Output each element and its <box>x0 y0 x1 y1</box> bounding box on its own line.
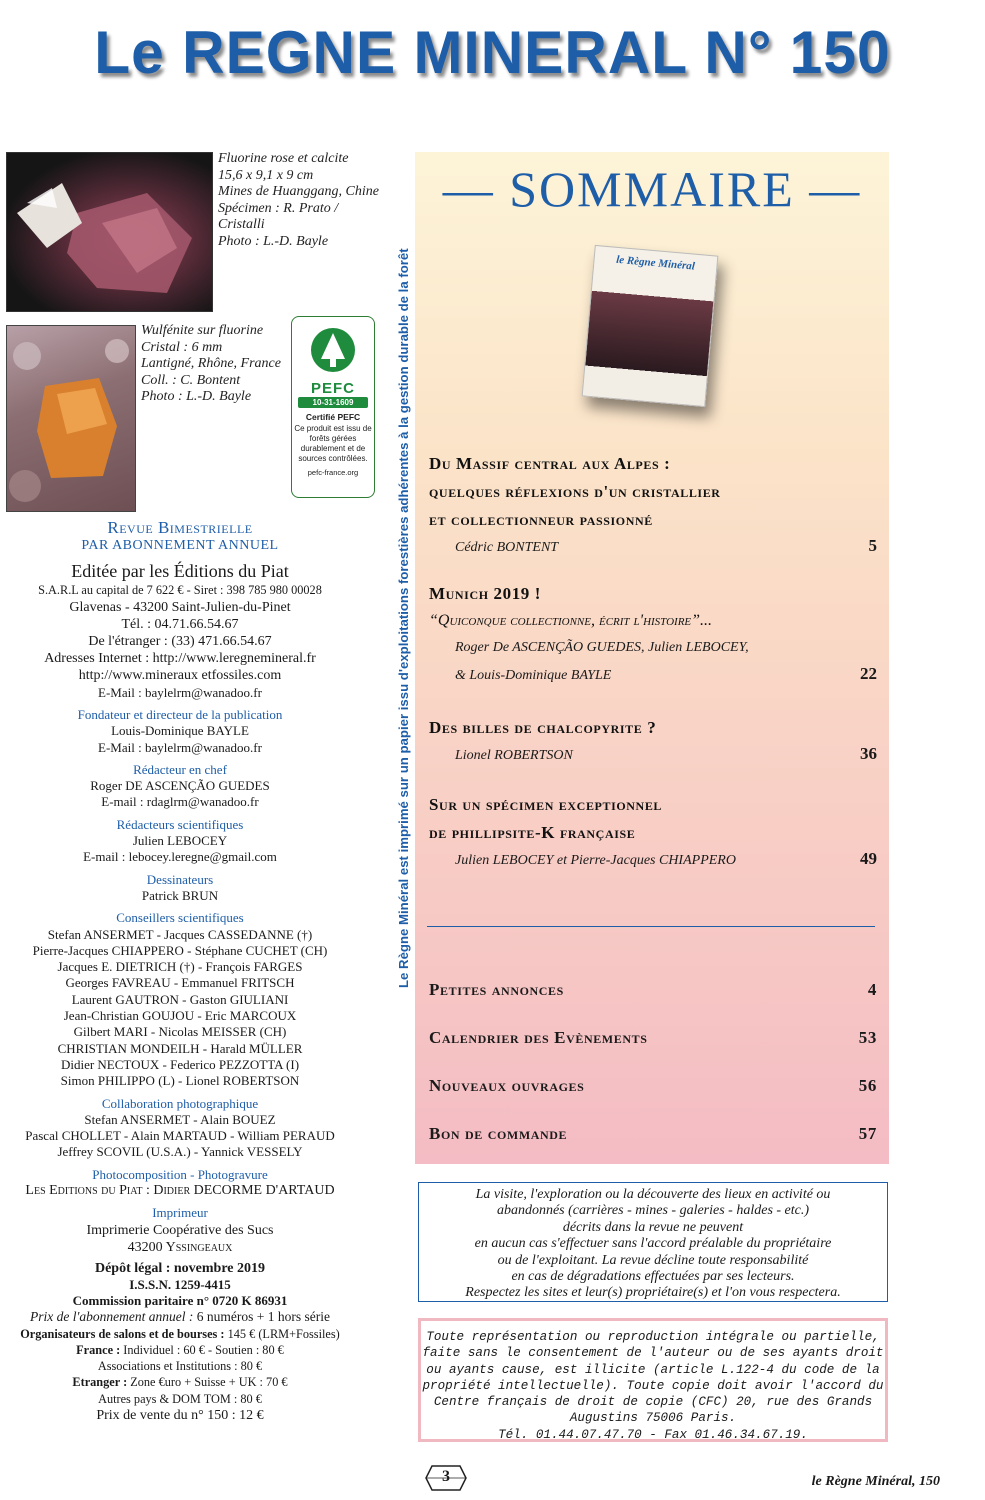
section-line: Roger DE ASCENÇÃO GUEDES <box>90 778 270 794</box>
toc-author-row <box>429 534 877 562</box>
section-line: Jeffrey SCOVIL (U.S.A.) - Yannick VESSELY <box>57 1144 303 1160</box>
section-title: Photocomposition - Photogravure <box>92 1166 268 1182</box>
credit-section <box>0 1205 360 1255</box>
vertical-paper-note-text: Le Règne Minéral est imprimé sur un papier issu d'exploitations forestières adhérentes à la gestion durable de la forêt <box>396 248 411 988</box>
section-line: Imprimerie Coopérative des Sucs <box>86 1222 274 1238</box>
revue-line1: Revue Bimestrielle <box>107 518 253 537</box>
toc-author-row <box>429 662 877 690</box>
credit-section <box>0 1167 360 1200</box>
caption-line: Mines de Huanggang, Chine <box>218 184 379 199</box>
credit-section <box>0 707 360 756</box>
notice-line: Centre français de droit de copie (CFC) 20, rue des Grands <box>433 1395 873 1410</box>
section-line: Stefan ANSERMET - Alain BOUEZ <box>84 1111 276 1127</box>
notice-line: décrits dans la revue ne peuvent <box>562 1219 744 1235</box>
section-line: Gilbert MARI - Nicolas MEISSER (CH) <box>73 1024 287 1040</box>
toc-subtitle: “Quiconque collectionne, écrit l'histoire”... <box>429 612 713 629</box>
pefc-tree-icon <box>303 325 363 375</box>
toc-heading: et collectionneur passionné <box>429 510 653 529</box>
toc-author-row <box>429 847 877 875</box>
publisher-line: Tél. : 04.71.66.54.67 <box>121 617 239 632</box>
toc-heading: Sur un spécimen exceptionnel <box>429 795 663 814</box>
pefc-badge <box>291 316 375 498</box>
section-line: Simon PHILIPPO (L) - Lionel ROBERTSON <box>60 1073 300 1089</box>
toc-misc-row <box>429 1076 877 1124</box>
price-value: 145 € (LRM+Fossiles) <box>224 1326 340 1341</box>
toc-author: Lionel ROBERTSON <box>455 748 573 763</box>
masthead-title: Le REGNE MINERAL N° 150 <box>94 19 891 86</box>
issn: I.S.S.N. 1259-4415 <box>129 1276 231 1292</box>
price-label: Prix de l'abonnement annuel : <box>30 1309 194 1325</box>
toc-divider <box>427 926 875 927</box>
toc-misc <box>429 980 877 1172</box>
notice-line: Respectez les sites et leur(s) propriétaire(s) et l'on vous respectera. <box>465 1285 841 1301</box>
section-line: Les Editions du Piat : Didier DECORME D'ARTAUD <box>25 1183 335 1199</box>
price-vente: Prix de vente du n° 150 : 12 € <box>96 1407 264 1423</box>
section-title: Dessinateurs <box>146 871 214 887</box>
section-line: E-mail : lebocey.leregne@gmail.com <box>83 849 277 865</box>
notice-line: propriété intellectuelle). Toute copie doit avoir l'accord du <box>422 1378 884 1393</box>
section-title: Rédacteur en chef <box>133 761 227 777</box>
section-line: Didier NECTOUX - Federico PEZZOTTA (I) <box>60 1056 300 1072</box>
photo1-caption <box>218 151 379 250</box>
notice-line: ou de l'exploitant. La revue décline toute responsabilité <box>497 1252 809 1268</box>
copyright-notice <box>418 1318 888 1442</box>
caption-line: Wulfénite sur fluorine <box>141 323 264 338</box>
toc-author: & Louis-Dominique BAYLE <box>455 668 612 683</box>
publisher-lines <box>0 582 360 701</box>
publisher-line: Glavenas - 43200 Saint-Julien-du-Pinet <box>69 600 291 615</box>
section-line: E-mail : rdaglrm@wanadoo.fr <box>101 794 259 810</box>
toc-article <box>429 580 877 690</box>
caption-line: Cristalli <box>218 217 265 232</box>
section-line: 43200 Yssingeaux <box>127 1239 233 1255</box>
credit-section <box>0 910 360 1089</box>
section-line: Patrick BRUN <box>141 887 219 903</box>
notice-line: faite sans le consentement de l'auteur ou de ses ayants droit <box>422 1346 884 1361</box>
toc-misc-page: 56 <box>858 1076 877 1095</box>
toc-author: Cédric BONTENT <box>455 540 559 555</box>
pefc-code: 10-31-1609 <box>298 397 368 408</box>
price-france <box>0 1342 360 1358</box>
toc-misc-label: Nouveaux ouvrages <box>429 1076 585 1095</box>
price-etranger <box>0 1374 360 1390</box>
section-line: Louis-Dominique BAYLE <box>111 723 249 739</box>
sommaire-title: — SOMMAIRE — <box>442 161 862 217</box>
price-abonnement <box>0 1309 360 1325</box>
toc-heading: Des billes de chalcopyrite ? <box>429 718 657 737</box>
publisher-name: Editée par les Éditions du Piat <box>71 561 289 581</box>
pefc-site: pefc-france.org <box>307 468 359 477</box>
toc-page: 49 <box>860 849 877 868</box>
notice-line: La visite, l'exploration ou la découverte des lieux en activité ou <box>475 1187 831 1202</box>
publisher-line: S.A.R.L au capital de 7 622 € - Siret : 398 785 980 00028 <box>38 583 322 597</box>
credits-column <box>0 518 360 1424</box>
toc-page: 22 <box>860 664 877 683</box>
toc-misc-label: Petites annonces <box>429 980 564 999</box>
toc-misc-page: 57 <box>858 1124 877 1143</box>
section-title: Imprimeur <box>152 1205 208 1221</box>
caption-line: Photo : L.-D. Bayle <box>218 233 329 249</box>
fluorite-crystal-image <box>7 153 212 311</box>
page-number-badge <box>424 1462 468 1494</box>
caption-line: Cristal : 6 mm <box>141 339 223 355</box>
price-organisateurs <box>0 1326 360 1342</box>
price-value: 6 numéros + 1 hors série <box>193 1309 330 1325</box>
section-title: Collaboration photographique <box>101 1095 259 1111</box>
notice-line: en aucun cas s'effectuer sans l'accord préalable du propriétaire <box>474 1236 832 1252</box>
notice-line: en cas de dégradations effectuées par ses lecteurs. <box>511 1269 795 1285</box>
toc-heading: Du Massif central aux Alpes : <box>429 454 671 473</box>
toc-article <box>429 714 877 770</box>
section-line: E-Mail : baylelrm@wanadoo.fr <box>98 739 262 755</box>
credit-section <box>0 762 360 811</box>
toc-misc-label: Calendrier des Evènements <box>429 1028 648 1047</box>
toc-author-row <box>429 742 877 770</box>
section-line: Laurent GAUTRON - Gaston GIULIANI <box>71 991 289 1007</box>
publisher-line: E-Mail : baylelrm@wanadoo.fr <box>98 685 262 700</box>
toc-misc-page: 53 <box>858 1028 877 1047</box>
revue-line2: PAR ABONNEMENT ANNUEL <box>81 538 279 553</box>
section-line: Georges FAVREAU - Emmanuel FRITSCH <box>65 975 295 991</box>
publisher-line: http://www.mineraux etfossiles.com <box>78 668 282 683</box>
toc-misc-page: 4 <box>867 980 877 999</box>
section-line: Julien LEBOCEY <box>132 833 228 849</box>
toc-author: Roger De ASCENÇÃO GUEDES, Julien LEBOCEY, <box>455 640 749 655</box>
credit-section <box>0 817 360 866</box>
toc-article <box>429 450 877 562</box>
publisher-line: Adresses Internet : http://www.leregnemineral.fr <box>44 651 316 666</box>
toc-article <box>429 791 877 875</box>
section-title: Conseillers scientifiques <box>116 910 244 926</box>
caption-line: Coll. : C. Bontent <box>141 372 241 388</box>
section-line: CHRISTIAN MONDEILH - Harald MÜLLER <box>57 1040 303 1056</box>
caption-line: Lantigné, Rhône, France <box>141 356 281 371</box>
toc-heading: Munich 2019 ! <box>429 584 542 603</box>
running-title: le Règne Minéral, 150 <box>811 1474 940 1489</box>
toc-misc-row <box>429 1028 877 1076</box>
notice-line: Augustins 75006 Paris. <box>569 1411 737 1426</box>
toc-heading: quelques réflexions d'un cristallier <box>429 482 721 501</box>
section-line: Pierre-Jacques CHIAPPERO - Stéphane CUCHET (CH) <box>32 942 328 958</box>
section-line: Stefan ANSERMET - Jacques CASSEDANNE (†) <box>47 926 313 942</box>
cover-title: le Règne Minéral <box>615 253 696 273</box>
section-title: Rédacteurs scientifiques <box>116 816 244 832</box>
toc-misc-row <box>429 1124 877 1172</box>
page-number: 3 <box>442 1468 450 1485</box>
wulfenite-photo <box>6 325 136 512</box>
toc-misc-row <box>429 980 877 1028</box>
publisher-line: De l'étranger : (33) 471.66.54.67 <box>88 634 272 649</box>
toc-author: Julien LEBOCEY et Pierre-Jacques CHIAPPERO <box>455 853 736 868</box>
price-value: Zone €uro + Suisse + UK : 70 € <box>127 1375 288 1390</box>
price-associations: Associations et Institutions : 80 € <box>97 1359 263 1374</box>
caption-line: 15,6 x 9,1 x 9 cm <box>218 167 314 183</box>
section-line: Jean-Christian GOUJOU - Eric MARCOUX <box>63 1008 297 1024</box>
credit-section <box>0 872 360 905</box>
price-label: France : <box>76 1342 121 1357</box>
notice-line: abandonnés (carrières - mines - galeries - haldes - etc.) <box>496 1203 810 1219</box>
site-visit-notice <box>418 1182 888 1302</box>
pefc-description: Ce produit est issu de forêts gérées durablement et de sources contrôlées. <box>294 424 372 463</box>
fluorite-photo <box>6 152 213 312</box>
notice-line: ou ayants cause, est illicite (article L.122-4 du code de la <box>426 1362 880 1377</box>
photo2-caption <box>141 323 281 406</box>
toc-heading: de phillipsite-K française <box>429 823 636 842</box>
price-value: Individuel : 60 € - Soutien : 80 € <box>120 1342 284 1357</box>
price-autres: Autres pays & DOM TOM : 80 € <box>98 1391 262 1406</box>
price-label: Etranger : <box>72 1375 128 1390</box>
commission-paritaire: Commission paritaire n° 0720 K 86931 <box>72 1292 288 1308</box>
wulfenite-crystal-image <box>7 326 135 511</box>
credit-section <box>0 1096 360 1161</box>
toc-page: 5 <box>868 536 877 555</box>
caption-line: Fluorine rose et calcite <box>218 151 349 166</box>
caption-line: Photo : L.-D. Bayle <box>141 389 252 404</box>
section-line: Pascal CHOLLET - Alain MARTAUD - William PERAUD <box>25 1128 335 1144</box>
notice-line: Toute représentation ou reproduction intégrale ou partielle, <box>426 1330 880 1344</box>
section-title: Fondateur et directeur de la publication <box>77 707 283 722</box>
pefc-certified: Certifié PEFC <box>305 412 361 422</box>
toc-misc-label: Bon de commande <box>429 1124 568 1143</box>
depot-legal: Dépôt légal : novembre 2019 <box>94 1260 266 1276</box>
toc-page: 36 <box>860 744 877 763</box>
magazine-cover-thumbnail <box>582 245 719 407</box>
pefc-name: PEFC <box>310 380 355 397</box>
section-line: Jacques E. DIETRICH (†) - François FARGES <box>57 959 303 975</box>
price-label: Organisateurs de salons et de bourses : <box>20 1326 225 1341</box>
caption-line: Spécimen : R. Prato / <box>218 200 339 216</box>
notice-line: Tél. 01.44.07.47.70 - Fax 01.46.34.67.19. <box>498 1427 808 1442</box>
